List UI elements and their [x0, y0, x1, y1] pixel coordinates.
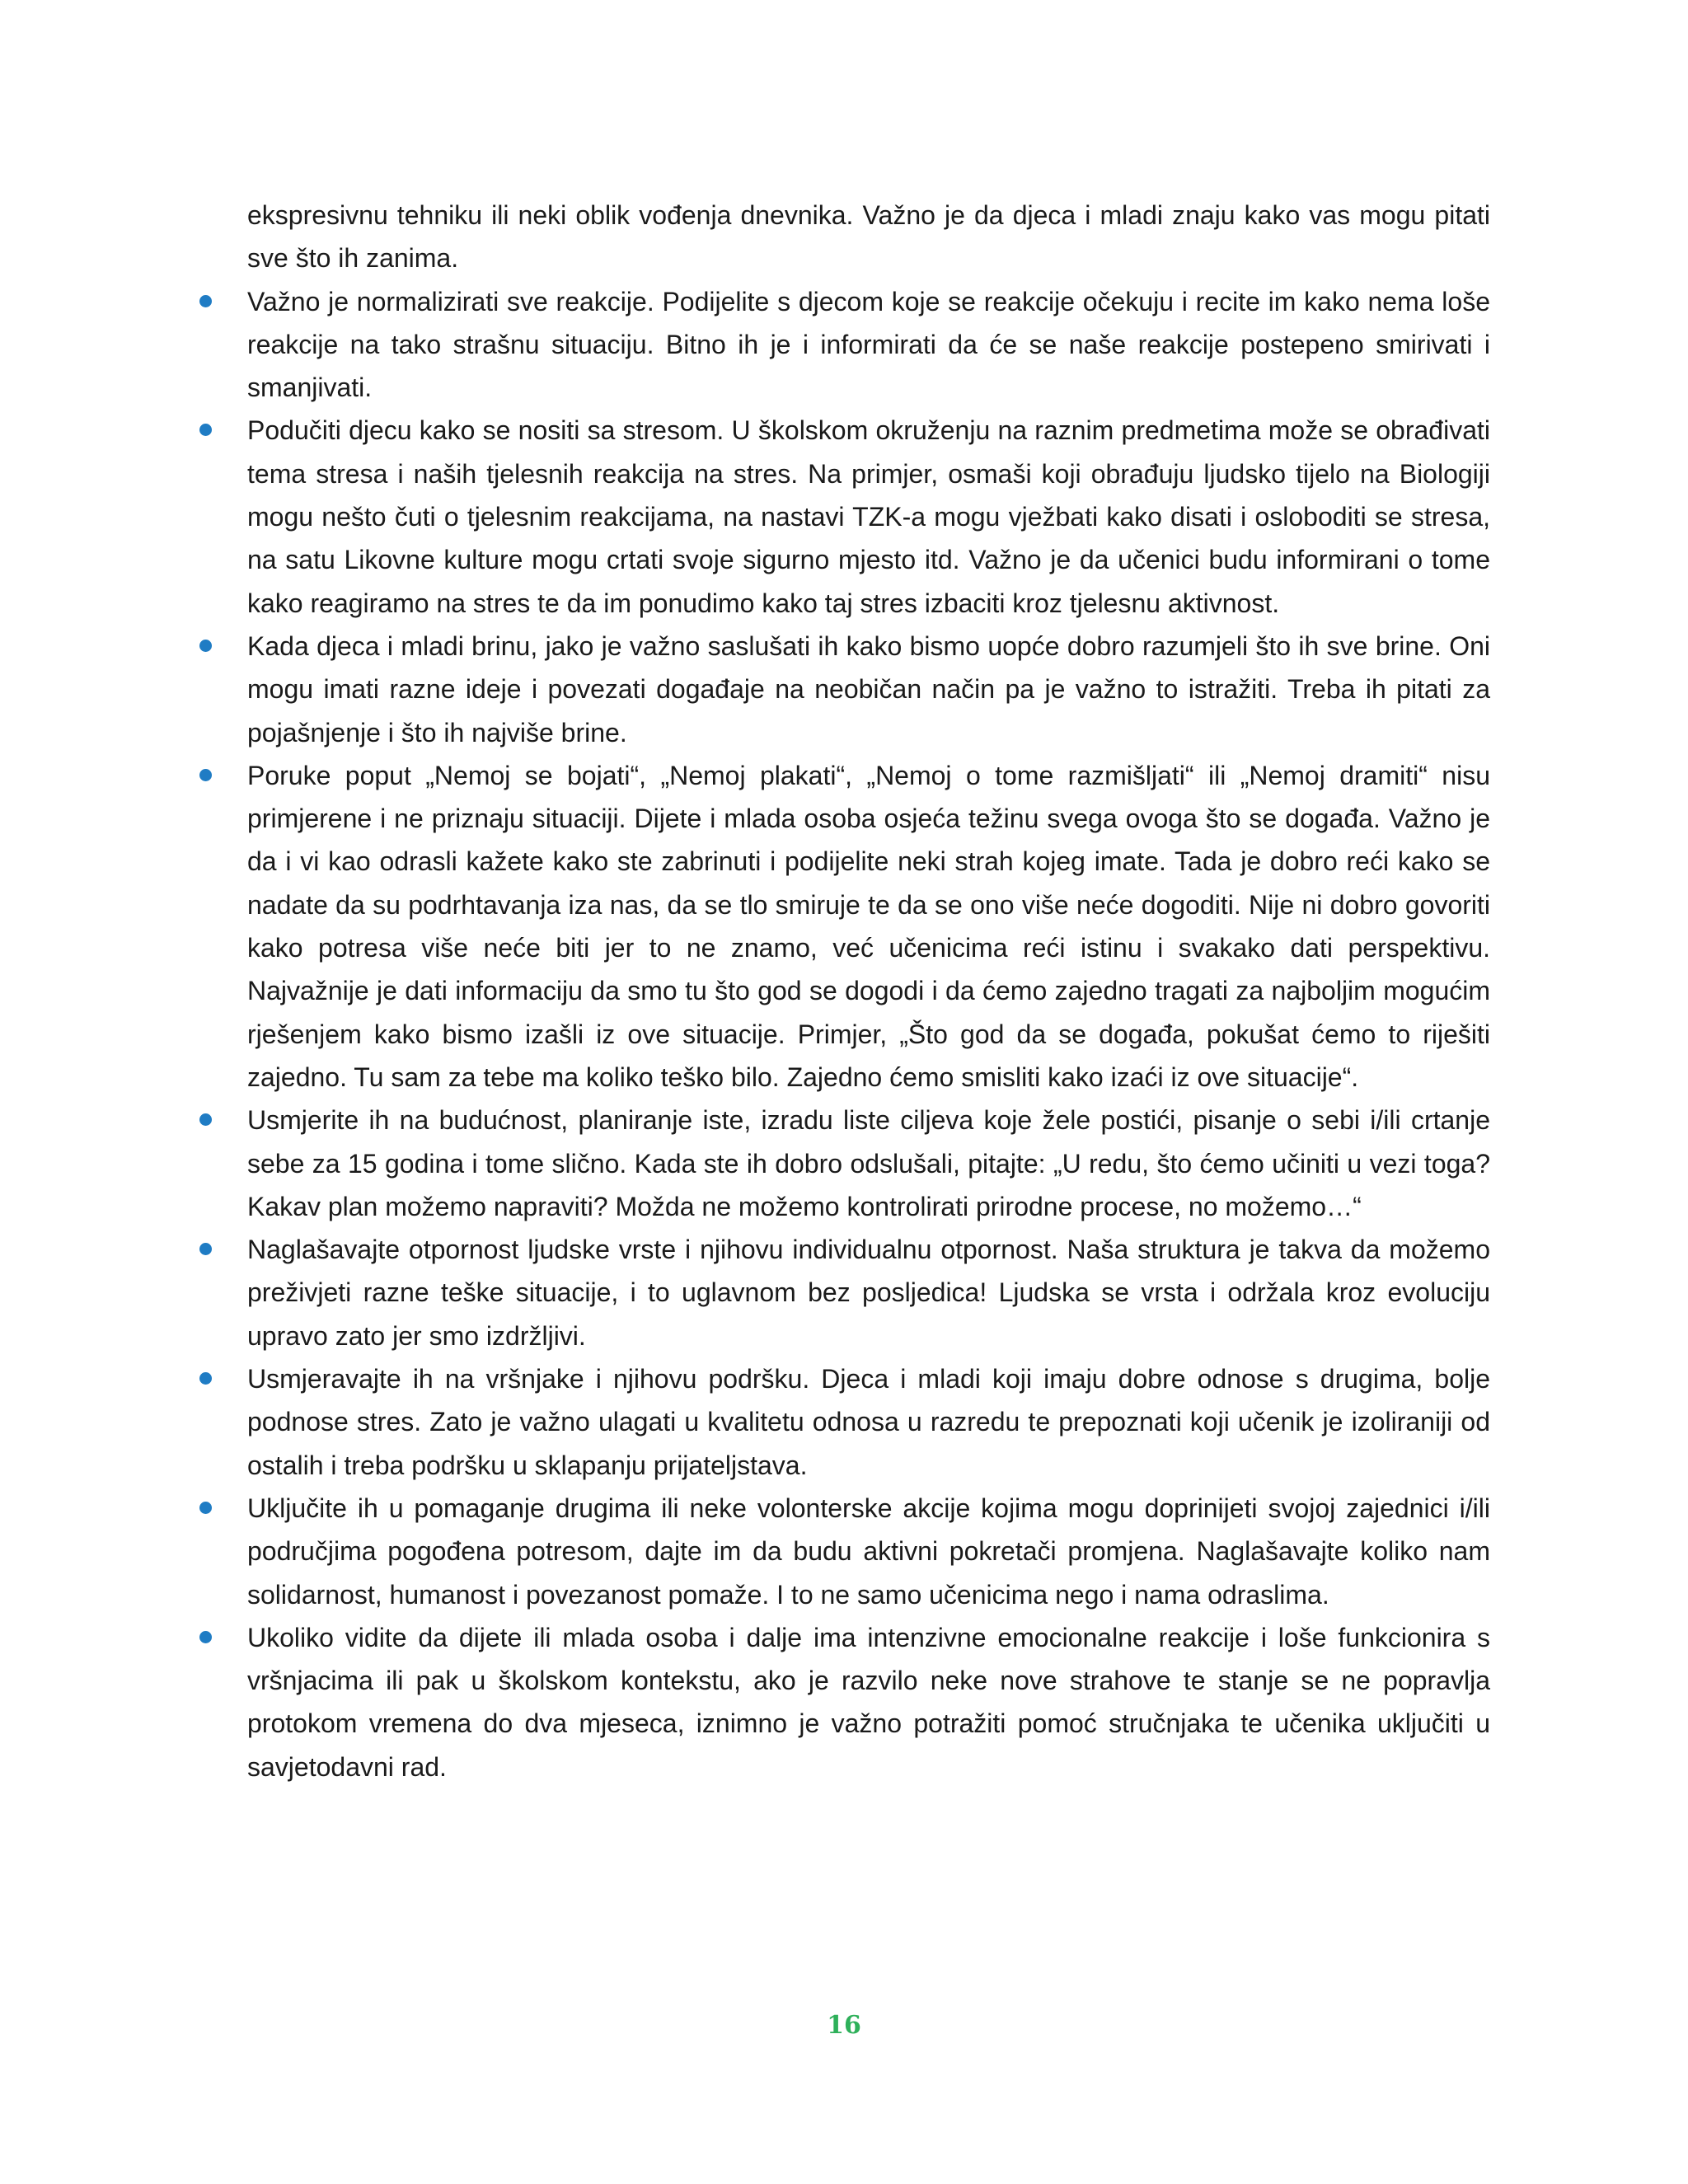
bullet-icon: [199, 1372, 212, 1385]
page-body: [247, 194, 1490, 1788]
bullet-icon: [199, 1243, 212, 1255]
bullet-icon: [199, 1113, 212, 1126]
intro-paragraph: ekspresivnu tehniku ili neki oblik vođenja dnevnika. Važno je da djeca i mladi znaju kako vas mogu pitati sve što ih zanima.: [247, 200, 1490, 274]
list-item-text: Usmjerite ih na budućnost, planiranje iste, izradu liste ciljeva koje žele postići, pisanje o sebi i/ili crtanje sebe za 15 godina i tome slično. Kada ste ih dobro odslušali, pitajte: „U redu, što ćemo učiniti u vezi toga? Kakav plan možemo napraviti? Možda ne možemo kontrolirati prirodne procese, no možemo…“: [247, 1105, 1490, 1221]
bullet-icon: [199, 769, 212, 781]
list-item: [247, 1487, 1490, 1616]
list-item-text: Naglašavajte otpornost ljudske vrste i njihovu individualnu otpornost. Naša struktura je takva da možemo preživjeti razne teške situacije, i to uglavnom bez posljedica! Ljudska se vrsta i održala kroz evoluciju upravo zato jer smo izdržljivi.: [247, 1235, 1490, 1351]
list-item: [247, 754, 1490, 1099]
list-item: [247, 625, 1490, 754]
list-item: [247, 409, 1490, 624]
list-item: [247, 1616, 1490, 1788]
list-item-text: Usmjeravajte ih na vršnjake i njihovu podršku. Djeca i mladi koji imaju dobre odnose s drugima, bolje podnose stres. Zato je važno ulagati u kvalitetu odnosa u razredu te prepoznati koji učenik je izoliraniji od ostalih i treba podršku u sklapanju prijateljstava.: [247, 1364, 1490, 1480]
list-item: [247, 1357, 1490, 1487]
list-item-text: Uključite ih u pomaganje drugima ili neke volonterske akcije kojima mogu doprinijeti svojoj zajednici i/ili područjima pogođena potresom, dajte im da budu aktivni pokretači promjena. Naglašavajte koliko nam solidarnost, humanost i povezanost pomaže. I to ne samo učenicima nego i nama odraslima.: [247, 1493, 1490, 1610]
list-item-text: Kada djeca i mladi brinu, jako je važno saslušati ih kako bismo uopće dobro razumjeli što ih sve brine. Oni mogu imati razne ideje i povezati događaje na neobičan način pa je važno to istražiti. Treba ih pitati za pojašnjenje i što ih najviše brine.: [247, 630, 1490, 748]
list-item: [247, 1228, 1490, 1357]
page-number: 16: [827, 2011, 861, 2040]
bullet-icon: [199, 295, 212, 307]
advice-list: [247, 280, 1490, 1788]
list-item-text: Podučiti djecu kako se nositi sa stresom. U školskom okruženju na raznim predmetima može se obrađivati tema stresa i naših tjelesnih reakcija na stres. Na primjer, osmaši koji obrađuju ljudsko tijelo na Biologiji mogu nešto čuti o tjelesnim reakcijama, na nastavi TZK-a mogu vježbati kako disati i osloboditi se stresa, na satu Likovne kulture mogu crtati svoje sigurno mjesto itd. Važno je da učenici budu informirani o tome kako reagiramo na stres te da im ponudimo kako taj stres izbaciti kroz tjelesnu aktivnost.: [247, 415, 1490, 618]
bullet-icon: [199, 424, 212, 436]
list-item: [247, 1099, 1490, 1228]
list-item: [247, 280, 1490, 410]
list-item-text: Važno je normalizirati sve reakcije. Podijelite s djecom koje se reakcije očekuju i recite im kako nema loše reakcije na tako strašnu situaciju. Bitno ih je i informirati da će se naše reakcije postepeno smirivati i smanjivati.: [247, 286, 1490, 403]
bullet-icon: [199, 1631, 212, 1643]
list-item-text: Ukoliko vidite da dijete ili mlada osoba i dalje ima intenzivne emocionalne reakcije i loše funkcionira s vršnjacima ili pak u školskom kontekstu, ako je razvilo neke nove strahove te stanje se ne popravlja protokom vremena do dva mjeseca, iznimno je važno potražiti pomoć stručnjaka te učenika uključiti u savjetodavni rad.: [247, 1622, 1490, 1782]
bullet-icon: [199, 640, 212, 652]
bullet-icon: [199, 1502, 212, 1514]
list-item-text: Poruke poput „Nemoj se bojati“, „Nemoj plakati“, „Nemoj o tome razmišljati“ ili „Nemoj dramiti“ nisu primjerene i ne priznaju situaciji. Dijete i mlada osoba osjeća težinu svega ovoga što se događa. Važno je da i vi kao odrasli kažete kako ste zabrinuti i podijelite neki strah kojeg imate. Tada je dobro reći kako se nadate da su podrhtavanja iza nas, da se tlo smiruje te da se ono više neće dogoditi. Nije ni dobro govoriti kako potresa više neće biti jer to ne znamo, već učenicima reći istinu i svakako dati perspektivu. Najvažnije je dati informaciju da smo tu što god se dogodi i da ćemo zajedno tragati za najboljim mogućim rješenjem kako bismo izašli iz ove situacije. Primjer, „Što god da se događa, pokušat ćemo to riješiti zajedno. Tu sam za tebe ma koliko teško bilo. Zajedno ćemo smisliti kako izaći iz ove situacije“.: [247, 760, 1490, 1092]
